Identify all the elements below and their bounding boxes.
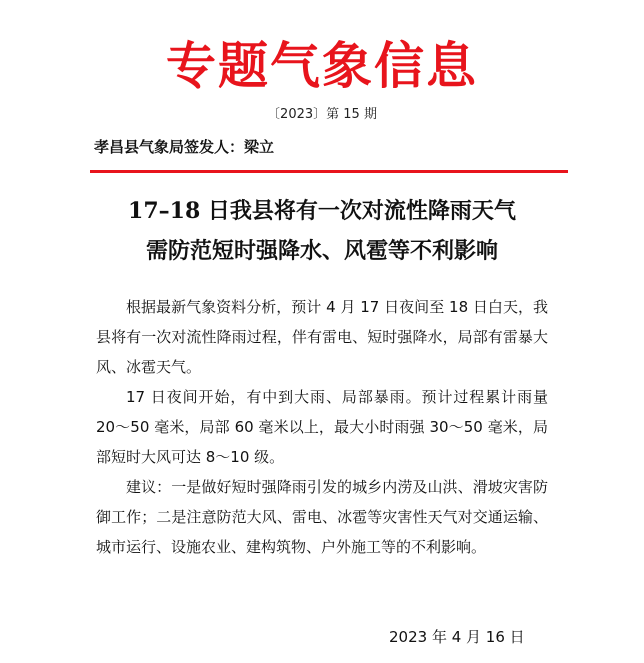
body-paragraph-1: 根据最新气象资料分析，预计 4 月 17 日夜间至 18 日白天，我县将有一次对流性降雨过程，伴有雷电、短时强降水，局部有雷暴大风、冰雹天气。 — [96, 298, 548, 376]
headline — [0, 191, 644, 271]
headline-line-2: 需防范短时强降水、风雹等不利影响 — [145, 238, 498, 264]
document-title: 专题气象信息 — [166, 36, 478, 95]
headline-line-1: 17–18 日我县将有一次对流性降雨天气 — [128, 198, 516, 224]
signer-line: 孝昌县气象局签发人：梁立 — [94, 138, 275, 156]
body-paragraph-3: 建议：一是做好短时强降雨引发的城乡内涝及山洪、滑坡灾害防御工作；二是注意防范大风、雷电、冰雹等灾害性天气对交通运输、城市运行、设施农业、建构筑物、户外施工等的不利影响。 — [96, 478, 548, 556]
issue-number: 〔2023〕第 15 期 — [267, 107, 377, 122]
body-text — [96, 292, 548, 562]
issue-date: 2023 年 4 月 16 日 — [389, 628, 525, 646]
body-paragraph-2: 17 日夜间开始，有中到大雨、局部暴雨。预计过程累计雨量 20～50 毫米，局部 60 毫米以上，最大小时雨强 30～50 毫米，局部短时大风可达 8～10 级。 — [96, 388, 548, 466]
header-divider — [90, 170, 568, 173]
